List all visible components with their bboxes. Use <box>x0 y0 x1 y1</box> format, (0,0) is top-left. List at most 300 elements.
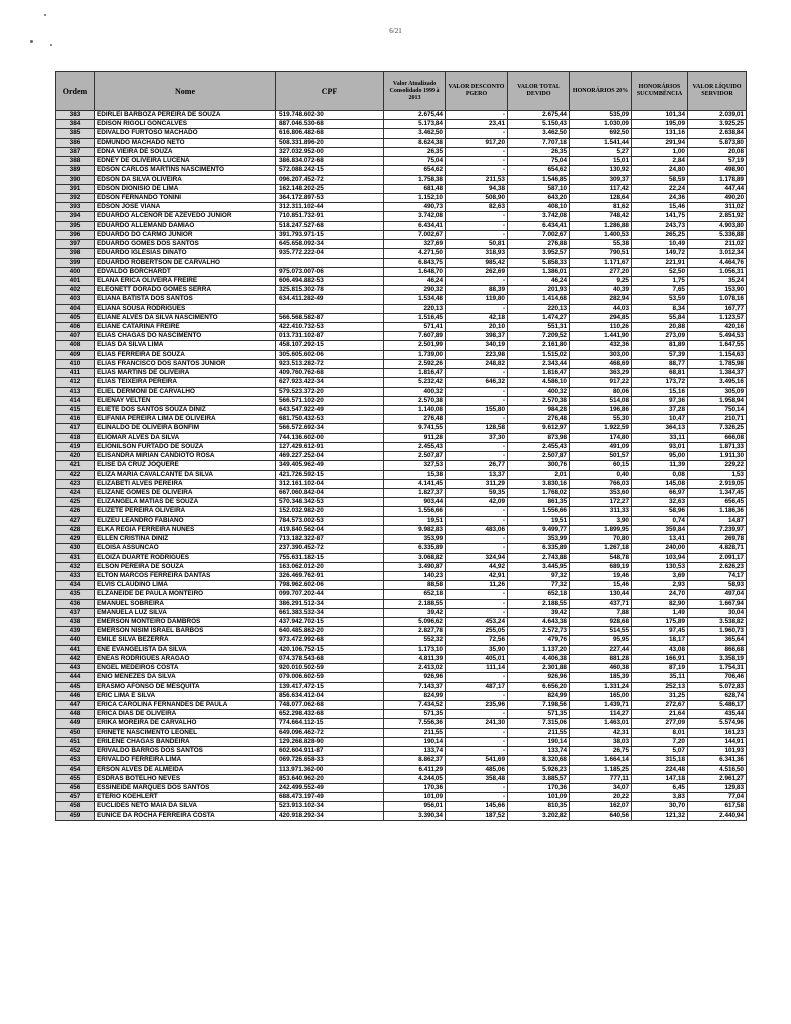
cell-cpf <box>276 258 384 267</box>
cell-honorarios-sucumbencia: 58,59 <box>632 175 688 184</box>
cell-valor-desconto: 508,90 <box>446 193 508 202</box>
cell-valor-liquido: 77,04 <box>688 793 747 802</box>
cell-nome: ERASMO AFONSO DE MESQUITA <box>95 682 276 691</box>
table-row <box>56 184 747 193</box>
table-row <box>56 452 747 461</box>
cell-honorarios-20: 128,64 <box>570 193 632 202</box>
cell-honorarios-sucumbencia: 68,81 <box>632 369 688 378</box>
cell-valor-desconto: 211,53 <box>446 175 508 184</box>
cell-valor-desconto: - <box>446 599 508 608</box>
cell-cpf <box>276 304 384 313</box>
cell-valor-total: 1.816,47 <box>508 369 570 378</box>
cell-nome: ELIAS TEIXEIRA PEREIRA <box>95 378 276 387</box>
cell-valor-total: 7.209,52 <box>508 332 570 341</box>
cell-valor-atualizado: 9.741,55 <box>384 424 446 433</box>
cell-honorarios-sucumbencia: 33,11 <box>632 433 688 442</box>
cell-valor-liquido: 1.056,31 <box>688 267 747 276</box>
cell-valor-atualizado: 19,51 <box>384 516 446 525</box>
cell-honorarios-sucumbencia: 175,89 <box>632 618 688 627</box>
cell-honorarios-sucumbencia: 8,34 <box>632 304 688 313</box>
cell-valor-total: 2.507,87 <box>508 452 570 461</box>
cell-honorarios-20: 881,28 <box>570 654 632 663</box>
cell-ordem: 393 <box>56 203 95 212</box>
table-row <box>56 221 747 230</box>
cell-nome: EDUARDO ROBERTSON DE CARVALHO <box>95 258 276 267</box>
table-row <box>56 147 747 156</box>
cell-valor-desconto: 72,56 <box>446 636 508 645</box>
cell-valor-total: 7.198,56 <box>508 701 570 710</box>
cell-honorarios-20: 777,11 <box>570 774 632 783</box>
cell-nome: EDSON CARLOS MARTINS NASCIMENTO <box>95 166 276 175</box>
cell-honorarios-20: 196,86 <box>570 406 632 415</box>
cell-valor-total: 873,98 <box>508 433 570 442</box>
cell-honorarios-20: 303,00 <box>570 350 632 359</box>
cell-valor-total: 1.474,27 <box>508 313 570 322</box>
cell-honorarios-sucumbencia: 53,59 <box>632 295 688 304</box>
cell-cpf: 326.469.762-91 <box>276 571 384 580</box>
cell-nome: ELIAS MARTINS DE OLIVEIRA <box>95 369 276 378</box>
cell-honorarios-sucumbencia: 97,36 <box>632 396 688 405</box>
cell-honorarios-20: 20,22 <box>570 793 632 802</box>
cell-cpf: 162.148.202-25 <box>276 184 384 193</box>
table-row <box>56 313 747 322</box>
cell-valor-atualizado: 3.490,87 <box>384 562 446 571</box>
cell-valor-total: 3.885,57 <box>508 774 570 783</box>
cell-valor-total: 2.161,80 <box>508 341 570 350</box>
cell-cpf: 923.513.282-72 <box>276 359 384 368</box>
cell-valor-desconto: 255,05 <box>446 627 508 636</box>
cell-nome: ERICA CAROLINA FERNANDES DE PAULA <box>95 701 276 710</box>
cell-valor-total: 810,35 <box>508 802 570 811</box>
cell-cpf: 774.664.112-15 <box>276 719 384 728</box>
cell-honorarios-sucumbencia: 7,20 <box>632 737 688 746</box>
cell-nome: EMERSON NISIM ISRAEL BARBOS <box>95 627 276 636</box>
cell-honorarios-20: 26,75 <box>570 747 632 756</box>
cell-honorarios-20: 689,19 <box>570 562 632 571</box>
table-row <box>56 267 747 276</box>
cell-honorarios-sucumbencia: 57,39 <box>632 350 688 359</box>
cell-nome: ELIENAY VELTEN <box>95 396 276 405</box>
cell-valor-atualizado: 220,13 <box>384 304 446 313</box>
cell-valor-desconto: - <box>446 212 508 221</box>
cell-valor-desconto: 35,90 <box>446 645 508 654</box>
col-header-valor-liquido: VALOR LÍQUIDO SERVIDOR <box>688 72 747 111</box>
cell-valor-liquido: 4.828,71 <box>688 544 747 553</box>
cell-valor-desconto: - <box>446 793 508 802</box>
cell-ordem: 385 <box>56 129 95 138</box>
cell-honorarios-sucumbencia: 149,72 <box>632 249 688 258</box>
cell-valor-atualizado: 2.188,55 <box>384 599 446 608</box>
cell-honorarios-20: 353,60 <box>570 488 632 497</box>
cell-valor-atualizado: 1.152,10 <box>384 193 446 202</box>
cell-valor-desconto: 405,01 <box>446 654 508 663</box>
cell-valor-desconto: - <box>446 157 508 166</box>
cell-valor-total: 400,32 <box>508 387 570 396</box>
cell-ordem: 435 <box>56 590 95 599</box>
cell-valor-desconto: 155,80 <box>446 406 508 415</box>
cell-ordem: 398 <box>56 249 95 258</box>
cell-honorarios-sucumbencia: 82,90 <box>632 599 688 608</box>
cell-honorarios-20: 185,39 <box>570 673 632 682</box>
cell-ordem: 391 <box>56 184 95 193</box>
cell-cpf: 386.834.072-68 <box>276 157 384 166</box>
cell-valor-atualizado: 2.507,87 <box>384 452 446 461</box>
cell-valor-total: 1.386,01 <box>508 267 570 276</box>
table-row <box>56 654 747 663</box>
cell-valor-atualizado: 1.827,37 <box>384 488 446 497</box>
cell-honorarios-20: 282,94 <box>570 295 632 304</box>
cell-honorarios-20: 640,56 <box>570 811 632 820</box>
cell-honorarios-sucumbencia: 141,75 <box>632 212 688 221</box>
cell-honorarios-20: 227,44 <box>570 645 632 654</box>
cell-ordem: 386 <box>56 138 95 147</box>
cell-ordem: 390 <box>56 175 95 184</box>
cell-valor-total: 7.707,18 <box>508 138 570 147</box>
cell-ordem: 396 <box>56 230 95 239</box>
cell-honorarios-sucumbencia: 37,28 <box>632 406 688 415</box>
col-header-nome: Nome <box>95 72 276 111</box>
cell-valor-liquido: 269,78 <box>688 535 747 544</box>
cell-honorarios-sucumbencia: 103,94 <box>632 553 688 562</box>
cell-honorarios-20: 548,78 <box>570 553 632 562</box>
cell-ordem: 403 <box>56 295 95 304</box>
cell-valor-atualizado: 327,69 <box>384 240 446 249</box>
cell-valor-total: 19,51 <box>508 516 570 525</box>
cell-ordem: 416 <box>56 415 95 424</box>
cell-nome: EDSON FERNANDO TONINI <box>95 193 276 202</box>
cell-nome: EDUARDO ALCENOR DE AZEVEDO JUNIOR <box>95 212 276 221</box>
cell-valor-liquido: 1,53 <box>688 470 747 479</box>
table-row <box>56 793 747 802</box>
cell-cpf: 386.291.512-34 <box>276 599 384 608</box>
cell-valor-liquido: 211,02 <box>688 240 747 249</box>
cell-honorarios-20: 38,03 <box>570 737 632 746</box>
cell-honorarios-sucumbencia: 195,09 <box>632 120 688 129</box>
cell-valor-liquido: 1.647,55 <box>688 341 747 350</box>
cell-cpf: 640.485.862-20 <box>276 627 384 636</box>
cell-honorarios-sucumbencia: 15,16 <box>632 387 688 396</box>
cell-valor-liquido: 4.516,50 <box>688 765 747 774</box>
cell-valor-total: 211,55 <box>508 728 570 737</box>
cell-valor-liquido: 311,02 <box>688 203 747 212</box>
cell-valor-desconto: - <box>446 691 508 700</box>
cell-valor-desconto: - <box>446 544 508 553</box>
cell-valor-liquido: 3.925,25 <box>688 120 747 129</box>
scan-speck <box>30 40 33 43</box>
cell-nome: EDMUNDO MACHADO NETO <box>95 138 276 147</box>
cell-cpf: 349.405.962-49 <box>276 461 384 470</box>
cell-valor-atualizado: 46,24 <box>384 276 446 285</box>
cell-ordem: 443 <box>56 664 95 673</box>
cell-valor-liquido: 74,17 <box>688 571 747 580</box>
cell-nome: EDSON DA SILVA OLIVEIRA <box>95 175 276 184</box>
cell-nome: EMANUELA LUZ SILVA <box>95 608 276 617</box>
cell-valor-total: 2,01 <box>508 470 570 479</box>
cell-cpf: 634.411.282-49 <box>276 295 384 304</box>
cell-ordem: 437 <box>56 608 95 617</box>
col-header-ordem: Ordem <box>56 72 95 111</box>
cell-honorarios-sucumbencia: 24,70 <box>632 590 688 599</box>
cell-valor-desconto: 398,37 <box>446 332 508 341</box>
cell-valor-liquido: 628,74 <box>688 691 747 700</box>
cell-valor-atualizado: 681,48 <box>384 184 446 193</box>
cell-valor-desconto: - <box>446 710 508 719</box>
cell-honorarios-20: 15,46 <box>570 581 632 590</box>
table-row <box>56 193 747 202</box>
cell-valor-desconto: 187,52 <box>446 811 508 820</box>
cell-valor-atualizado: 353,99 <box>384 535 446 544</box>
cell-cpf: 127.429.612-91 <box>276 442 384 451</box>
cell-valor-liquido: 20,08 <box>688 147 747 156</box>
table-row <box>56 691 747 700</box>
table-row <box>56 802 747 811</box>
cell-cpf: 681.750.432-53 <box>276 415 384 424</box>
cell-valor-desconto: - <box>446 387 508 396</box>
scan-speck <box>50 44 52 46</box>
cell-honorarios-20: 174,80 <box>570 433 632 442</box>
cell-honorarios-sucumbencia: 1,49 <box>632 608 688 617</box>
cell-valor-liquido: 498,90 <box>688 166 747 175</box>
cell-nome: ERIVALDO BARROS DOS SANTOS <box>95 747 276 756</box>
cell-valor-liquido: 305,09 <box>688 387 747 396</box>
cell-cpf: 099.707.202-44 <box>276 590 384 599</box>
cell-cpf: 661.383.532-34 <box>276 608 384 617</box>
cell-honorarios-20: 1.922,59 <box>570 424 632 433</box>
cell-honorarios-sucumbencia: 66,97 <box>632 488 688 497</box>
cell-honorarios-sucumbencia: 272,67 <box>632 701 688 710</box>
cell-nome: EDIRLEI BARBOZA PEREIRA DE SOUZA <box>95 111 276 120</box>
cell-valor-total: 7.315,06 <box>508 719 570 728</box>
cell-cpf: 469.227.252-04 <box>276 452 384 461</box>
cell-honorarios-20: 19,46 <box>570 571 632 580</box>
cell-valor-desconto: - <box>446 147 508 156</box>
cell-valor-liquido: 1.178,89 <box>688 175 747 184</box>
cell-honorarios-sucumbencia: 15,46 <box>632 203 688 212</box>
cell-cpf: 163.062.012-20 <box>276 562 384 571</box>
cell-valor-desconto: 311,29 <box>446 479 508 488</box>
cell-valor-total: 5.926,23 <box>508 765 570 774</box>
cell-valor-desconto: - <box>446 276 508 285</box>
cell-ordem: 454 <box>56 765 95 774</box>
cell-valor-liquido: 617,58 <box>688 802 747 811</box>
cell-honorarios-20: 34,07 <box>570 783 632 792</box>
cell-cpf: 364.172.897-53 <box>276 193 384 202</box>
cell-valor-liquido: 129,83 <box>688 783 747 792</box>
cell-honorarios-sucumbencia: 5,07 <box>632 747 688 756</box>
cell-ordem: 407 <box>56 332 95 341</box>
cell-valor-liquido: 2.039,01 <box>688 111 747 120</box>
cell-ordem: 422 <box>56 470 95 479</box>
cell-valor-liquido: 1.785,98 <box>688 359 747 368</box>
cell-cpf: 391.793.971-15 <box>276 230 384 239</box>
cell-honorarios-20: 928,68 <box>570 618 632 627</box>
cell-valor-liquido: 365,64 <box>688 636 747 645</box>
table-row <box>56 728 747 737</box>
cell-cpf: 570.348.342-53 <box>276 498 384 507</box>
cell-nome: ETERIO KOEHLERT <box>95 793 276 802</box>
cell-ordem: 451 <box>56 737 95 746</box>
cell-honorarios-20: 1.463,01 <box>570 719 632 728</box>
cell-ordem: 438 <box>56 618 95 627</box>
table-row <box>56 571 747 580</box>
cell-valor-desconto: 487,17 <box>446 682 508 691</box>
cell-valor-liquido: 706,46 <box>688 673 747 682</box>
cell-nome: ELINALDO DE OLIVEIRA BONFIM <box>95 424 276 433</box>
cell-ordem: 409 <box>56 350 95 359</box>
cell-valor-desconto: - <box>446 369 508 378</box>
table-row <box>56 627 747 636</box>
cell-valor-total: 77,32 <box>508 581 570 590</box>
cell-valor-atualizado: 6.335,89 <box>384 544 446 553</box>
cell-valor-desconto: 42,91 <box>446 571 508 580</box>
cell-valor-total: 652,18 <box>508 590 570 599</box>
cell-ordem: 455 <box>56 774 95 783</box>
cell-honorarios-20: 748,42 <box>570 212 632 221</box>
table-row <box>56 415 747 424</box>
table-row <box>56 756 747 765</box>
table-row <box>56 341 747 350</box>
cell-ordem: 458 <box>56 802 95 811</box>
cell-nome: ERIC LIMA E SILVA <box>95 691 276 700</box>
cell-valor-liquido: 2.851,92 <box>688 212 747 221</box>
cell-valor-desconto: - <box>446 673 508 682</box>
cell-honorarios-sucumbencia: 88,77 <box>632 359 688 368</box>
cell-honorarios-sucumbencia: 1,00 <box>632 147 688 156</box>
table-row <box>56 811 747 820</box>
cell-honorarios-sucumbencia: 359,84 <box>632 525 688 534</box>
cell-valor-atualizado: 88,58 <box>384 581 446 590</box>
table-row <box>56 765 747 774</box>
cell-ordem: 419 <box>56 442 95 451</box>
cell-valor-liquido: 1.911,30 <box>688 452 747 461</box>
cell-nome: ELIAS DA SILVA LIMA <box>95 341 276 350</box>
cell-valor-atualizado: 6.411,29 <box>384 765 446 774</box>
cell-cpf: 305.605.602-06 <box>276 350 384 359</box>
cell-valor-total: 6.434,41 <box>508 221 570 230</box>
cell-valor-total: 2.455,43 <box>508 442 570 451</box>
cell-honorarios-sucumbencia: 2,84 <box>632 157 688 166</box>
cell-nome: ELOIZA DUARTE RODRIGUES <box>95 553 276 562</box>
cell-valor-desconto: 318,93 <box>446 249 508 258</box>
cell-cpf: 420.918.292-34 <box>276 811 384 820</box>
table-row <box>56 461 747 470</box>
cell-nome: ELEONETT DORADO GOMES SERRA <box>95 286 276 295</box>
cell-valor-total: 643,20 <box>508 193 570 202</box>
cell-valor-liquido: 1.958,94 <box>688 396 747 405</box>
cell-cpf: 096.207.452-72 <box>276 175 384 184</box>
table-row <box>56 120 747 129</box>
cell-valor-atualizado: 2.675,44 <box>384 111 446 120</box>
table-row <box>56 645 747 654</box>
cell-valor-total: 276,48 <box>508 415 570 424</box>
cell-valor-atualizado: 3.462,50 <box>384 129 446 138</box>
cell-valor-atualizado: 39,42 <box>384 608 446 617</box>
cell-cpf: 755.631.182-15 <box>276 553 384 562</box>
cell-valor-desconto: 358,48 <box>446 774 508 783</box>
cell-valor-liquido: 497,04 <box>688 590 747 599</box>
cell-valor-liquido: 5.486,17 <box>688 701 747 710</box>
cell-honorarios-20: 1.286,88 <box>570 221 632 230</box>
cell-valor-atualizado: 1.534,48 <box>384 295 446 304</box>
cell-valor-atualizado: 75,04 <box>384 157 446 166</box>
cell-valor-atualizado: 4.271,50 <box>384 249 446 258</box>
cell-honorarios-20: 55,30 <box>570 415 632 424</box>
cell-cpf: 975.073.007-06 <box>276 267 384 276</box>
cell-cpf: 325.815.302-78 <box>276 286 384 295</box>
cell-nome: ERILENE CHAGAS BANDEIRA <box>95 737 276 746</box>
cell-nome: ERINETE NASCIMENTO LEONEL <box>95 728 276 737</box>
cell-honorarios-20: 501,57 <box>570 452 632 461</box>
cell-honorarios-20: 114,27 <box>570 710 632 719</box>
cell-valor-atualizado: 7.434,52 <box>384 701 446 710</box>
cell-ordem: 433 <box>56 571 95 580</box>
cell-valor-atualizado: 400,32 <box>384 387 446 396</box>
cell-nome: ELIAS CHAGAS DO NASCIMENTO <box>95 332 276 341</box>
cell-cpf: 079.006.602-59 <box>276 673 384 682</box>
cell-valor-desconto: 26,77 <box>446 461 508 470</box>
cell-honorarios-20: 9,25 <box>570 276 632 285</box>
table-row <box>56 719 747 728</box>
cell-cpf: 710.851.732-91 <box>276 212 384 221</box>
cell-valor-atualizado: 3.742,08 <box>384 212 446 221</box>
cell-valor-atualizado: 8.624,38 <box>384 138 446 147</box>
cell-honorarios-20: 432,36 <box>570 341 632 350</box>
cell-valor-liquido: 58,93 <box>688 581 747 590</box>
cell-nome: ENEAS RODRIGUES ARAGAO <box>95 654 276 663</box>
cell-cpf: 312.161.102-04 <box>276 479 384 488</box>
cell-valor-desconto: - <box>446 516 508 525</box>
cell-nome: EDSON JOSE VIANA <box>95 203 276 212</box>
cell-valor-liquido: 1.871,33 <box>688 442 747 451</box>
cell-nome: EDUARDO IGLESIAS DINATO <box>95 249 276 258</box>
cell-valor-liquido: 5.494,53 <box>688 332 747 341</box>
cell-honorarios-20: 1.541,44 <box>570 138 632 147</box>
cell-valor-atualizado: 552,32 <box>384 636 446 645</box>
table-row <box>56 295 747 304</box>
cell-honorarios-20: 535,09 <box>570 111 632 120</box>
cell-valor-liquido: 1.754,31 <box>688 664 747 673</box>
table-row <box>56 359 747 368</box>
cell-valor-total: 6.656,20 <box>508 682 570 691</box>
table-row <box>56 710 747 719</box>
cell-ordem: 429 <box>56 535 95 544</box>
cell-nome: EMANUEL SOBREIRA <box>95 599 276 608</box>
cell-ordem: 456 <box>56 783 95 792</box>
cell-honorarios-sucumbencia: 243,73 <box>632 221 688 230</box>
cell-valor-desconto: - <box>446 166 508 175</box>
cell-nome: ENE EVANGELISTA DA SILVA <box>95 645 276 654</box>
cell-valor-total: 1.414,68 <box>508 295 570 304</box>
cell-nome: ELIONILSON FURTADO DE SOUZA <box>95 442 276 451</box>
cell-cpf: 139.417.472-15 <box>276 682 384 691</box>
table-row <box>56 378 747 387</box>
cell-valor-atualizado: 8.862,37 <box>384 756 446 765</box>
cell-honorarios-sucumbencia: 11,39 <box>632 461 688 470</box>
table-row <box>56 470 747 479</box>
cell-cpf: 935.772.222-04 <box>276 249 384 258</box>
cell-honorarios-sucumbencia: 101,34 <box>632 111 688 120</box>
cell-valor-total: 3.202,82 <box>508 811 570 820</box>
cell-ordem: 452 <box>56 747 95 756</box>
cell-ordem: 408 <box>56 341 95 350</box>
table-row <box>56 406 747 415</box>
cell-nome: EDNA VIEIRA DE SOUZA <box>95 147 276 156</box>
cell-valor-total: 4.643,38 <box>508 618 570 627</box>
table-row <box>56 525 747 534</box>
cell-valor-atualizado: 1.758,38 <box>384 175 446 184</box>
cell-valor-desconto: 985,42 <box>446 258 508 267</box>
table-row <box>56 240 747 249</box>
